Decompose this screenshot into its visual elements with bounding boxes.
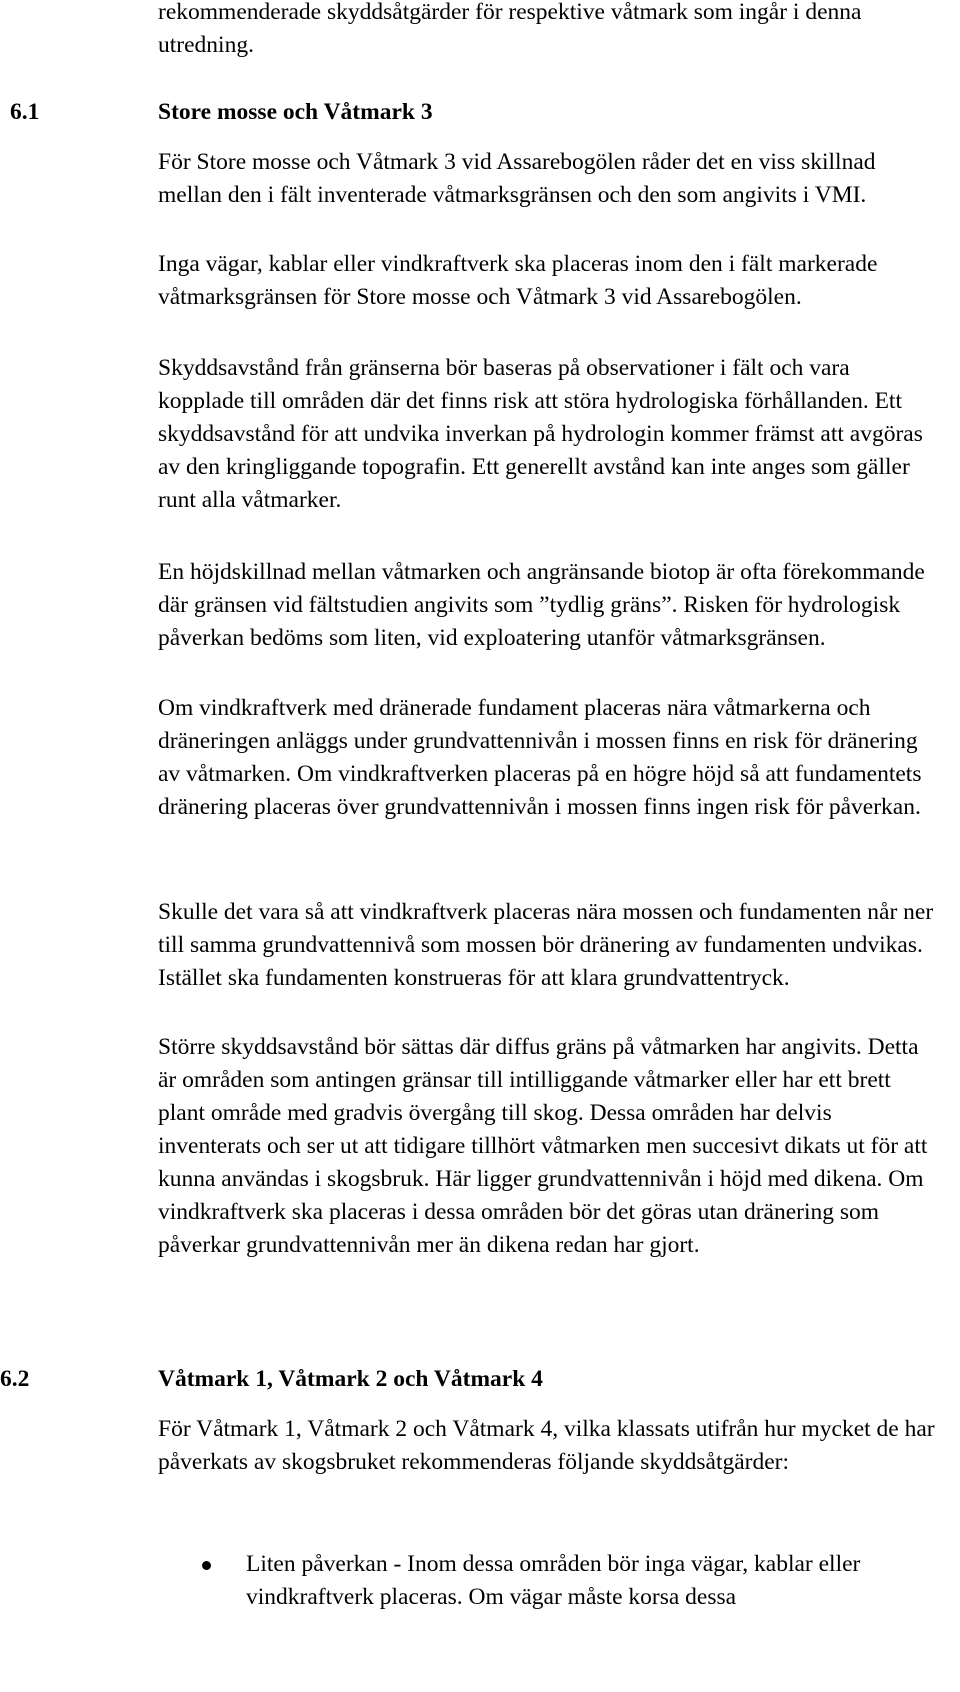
list-item-text: Liten påverkan - Inom dessa områden bör inga vägar, kablar eller vindkraftverk placeras. Om vägar måste korsa dessa xyxy=(246,1551,861,1610)
section-6-1-heading xyxy=(0,96,960,129)
section-6-2-number: 6.2 xyxy=(0,1366,30,1392)
section-6-1-number: 6.1 xyxy=(10,99,40,125)
section-6-1-paragraph-5: Om vindkraftverk med dränerade fundament placeras nära våtmarkerna och dräneringen anläggs under grundvattennivån i mossen finns en risk för dränering av våtmarken. Om vindkraftverken placeras på en högre höjd så att fundamentets dränering placeras över grundvattennivån i mossen finns ingen risk för påverkan. xyxy=(158,695,922,820)
section-6-2-bullet-list xyxy=(158,1548,938,1614)
section-6-1-paragraph-1: För Store mosse och Våtmark 3 vid Assarebogölen råder det en viss skillnad mellan den i fält inventerade våtmarksgränsen och den som angivits i VMI. xyxy=(158,149,876,208)
list-item xyxy=(158,1548,938,1614)
section-6-1-paragraph-3: Skyddsavstånd från gränserna bör baseras på observationer i fält och vara kopplade till områden där det finns risk att störa hydrologiska förhållanden. Ett skyddsavstånd för att undvika inverkan på hydrologin kommer främst att avgöras av den kringliggande topografin. Ett generellt avstånd kan inte anges som gäller runt alla våtmarker. xyxy=(158,355,923,513)
section-6-2-paragraph-1: För Våtmark 1, Våtmark 2 och Våtmark 4, vilka klassats utifrån hur mycket de har påverkats av skogsbruket rekommenderas följande skyddsåtgärder: xyxy=(158,1416,935,1475)
intro-paragraph-fragment: rekommenderade skyddsåtgärder för respektive våtmark som ingår i denna utredning. xyxy=(158,0,862,58)
section-6-1-paragraph-7: Större skyddsavstånd bör sättas där diffus gräns på våtmarken har angivits. Detta är områden som antingen gränsar till intilliggande våtmarker eller har ett brett plant område med gradvis övergång till skog. Dessa områden har delvis inventerats och ser ut att tidigare tillhört våtmarken men succesivt dikats ut för att kunna användas i skogsbruk. Här ligger grundvattennivån i höjd med dikena. Om vindkraftverk ska placeras i dessa områden bör det göras utan dränering som påverkar grundvattennivån mer än dikena redan har gjort. xyxy=(158,1034,928,1258)
section-6-1-title: Store mosse och Våtmark 3 xyxy=(158,99,433,125)
section-6-2-title: Våtmark 1, Våtmark 2 och Våtmark 4 xyxy=(158,1366,543,1392)
section-6-1-paragraph-6: Skulle det vara så att vindkraftverk placeras nära mossen och fundamenten når ner till samma grundvattennivå som mossen bör dränering av fundamenten undvikas. Istället ska fundamenten konstrueras för att klara grundvattentryck. xyxy=(158,899,934,991)
bullet-icon xyxy=(202,1561,211,1570)
section-6-1-paragraph-2: Inga vägar, kablar eller vindkraftverk ska placeras inom den i fält markerade våtmarksgränsen för Store mosse och Våtmark 3 vid Assarebogölen. xyxy=(158,251,878,310)
section-6-2-heading xyxy=(0,1363,960,1396)
section-6-1-paragraph-4: En höjdskillnad mellan våtmarken och angränsande biotop är ofta förekommande där gränsen vid fältstudien angivits som ”tydlig gräns”. Risken för hydrologisk påverkan bedöms som liten, vid exploatering utanför våtmarksgränsen. xyxy=(158,559,925,651)
